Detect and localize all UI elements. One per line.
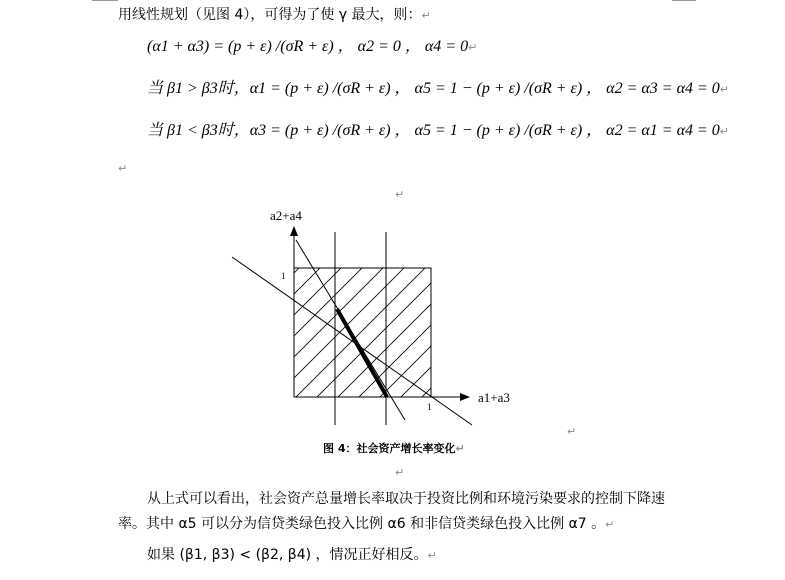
paragraph-1-line-2-text: 率。其中 α5 可以分为信贷类绿色投入比例 α6 和非信贷类绿色投入比例 α7 。: [118, 516, 606, 532]
paragraph-mark: ↵: [719, 125, 729, 138]
x-tick-1: 1: [427, 402, 432, 412]
paragraph-1-line-1: [147, 490, 665, 508]
paragraph-mark: ↵: [421, 9, 431, 22]
paragraph-mark: ↵: [567, 425, 577, 438]
figure-caption-text: 图 4：社会资产增长率变化: [323, 442, 456, 455]
y-axis-arrow: [290, 226, 298, 236]
paragraph-mark: ↵: [719, 83, 729, 96]
paragraph-mark: ↵: [468, 41, 478, 54]
feasible-region: [294, 268, 431, 397]
y-axis-label: a2+a4: [270, 208, 302, 223]
paragraph-mark: ↵: [427, 549, 437, 562]
paragraph-mark: ↵: [605, 518, 615, 531]
line-1-text: 用线性规划（见图 4），可得为了使 γ 最大，则：: [118, 7, 422, 23]
paragraph-mark: ↵: [455, 442, 465, 455]
equation-2-text: (α1 + α3) = (p + ε) /(σR + ε) ， α2 = 0 ， α4 = 0: [147, 38, 469, 55]
figure-caption: [323, 440, 465, 456]
paragraph-1-line-2: [118, 515, 614, 534]
paragraph-2-text: 如果 (β1, β3) < (β2, β4) ，情况正好相反。: [147, 547, 428, 563]
empty-paragraph-mark: ↵: [395, 466, 405, 479]
paragraph-2: [147, 546, 437, 565]
equation-3-text: 当 β1 > β3时，α1 = (p + ε) /(σR + ε) ， α5 = 1 − (p + ε) /(σR + ε) ， α2 = α3 = α4 = 0: [147, 80, 720, 97]
empty-paragraph-mark: ↵: [395, 188, 405, 201]
empty-paragraph-mark: ↵: [118, 162, 128, 175]
equation-4-text: 当 β1 < β3时，α3 = (p + ε) /(σR + ε) ， α5 = 1 − (p + ε) /(σR + ε) ， α2 = α1 = α4 = 0: [147, 122, 720, 139]
x-axis-arrow: [460, 393, 470, 401]
x-axis-label: a1+a3: [478, 390, 510, 405]
y-tick-1: 1: [281, 271, 286, 281]
paragraph-1-line-1-text: 从上式可以看出，社会资产总量增长率取决于投资比例和环境污染要求的控制下降速: [147, 491, 665, 507]
